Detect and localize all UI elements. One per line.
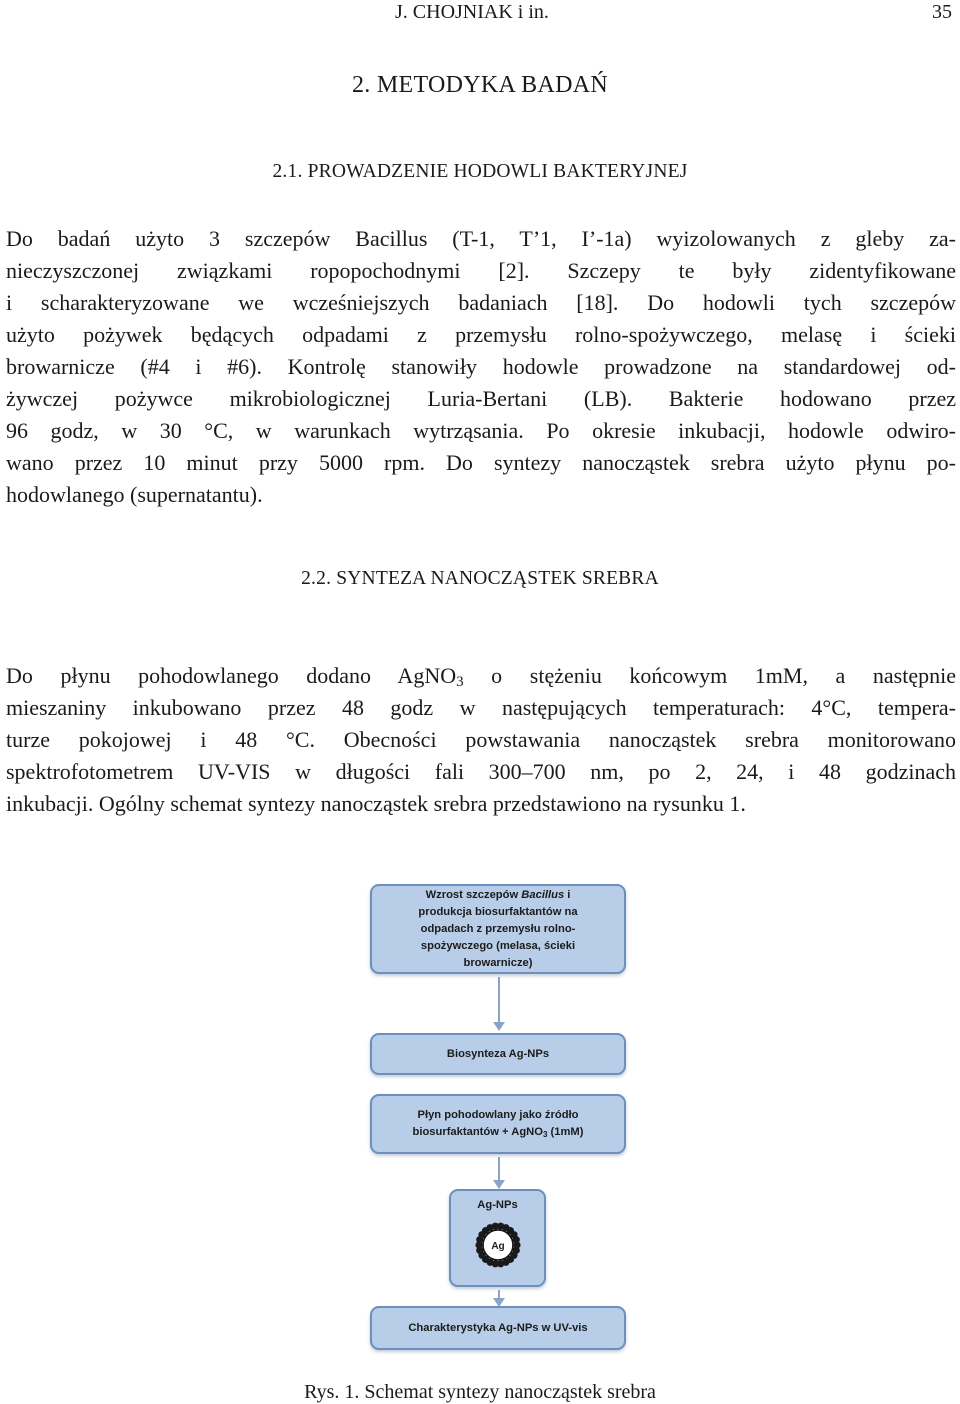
down-arrow-icon: [498, 1157, 500, 1181]
diagram-line: produkcja biosurfaktantów na: [418, 905, 578, 918]
diagram-step-characterization: [370, 1306, 626, 1350]
paragraph-line: użyto pożywek będących odpadami z przemysłu rolno-spożywczego, melasę i ścieki: [6, 322, 956, 347]
paragraph-line: browarnicze (#4 i #6). Kontrolę stanowiły hodowle prowadzone na standardowej od-: [6, 354, 956, 379]
diagram-step-biosynthesis: [370, 1033, 626, 1075]
paragraph-line: inkubacji. Ogólny schemat syntezy nanocząstek srebra przedstawiono na rysunku 1.: [6, 791, 746, 816]
diagram-step-supernatant: [370, 1094, 626, 1154]
subscript: 3: [542, 1130, 548, 1139]
paragraph-line: i scharakteryzowane we wcześniejszych badaniach [18]. Do hodowli tych szczepów: [6, 290, 956, 315]
page-number: 35: [932, 1, 952, 23]
diagram-line: odpadach z przemysłu rolno-: [420, 922, 576, 935]
paragraph-line: mieszaniny inkubowano przez 48 godz w następujących temperaturach: 4°C, tempera-: [6, 695, 956, 720]
diagram-step-nanoparticle: [449, 1189, 546, 1287]
running-header: [0, 0, 960, 30]
down-arrow-icon: [498, 977, 500, 1023]
diagram-line: Płyn pohodowlany jako źródło: [417, 1109, 579, 1121]
line-text: o stężeniu końcowym 1mM, a następnie: [463, 663, 956, 688]
paragraph-line: żywczej pożywce mikrobiologicznej Luria-Bertani (LB). Bakterie hodowano przez: [6, 386, 956, 411]
paragraph-line: turze pokojowej i 48 °C. Obecności powstawania nanocząstek srebra monitorowano: [6, 727, 956, 752]
nanoparticle-icon: [466, 1216, 530, 1274]
line-text: Do płynu pohodowlanego dodano AgNO: [6, 663, 457, 688]
paragraph-line: Do badań użyto 3 szczepów Bacillus (T-1, T’1, I’-1a) wyizolowanych z gleby za-: [6, 226, 956, 251]
diagram-line: Biosynteza Ag-NPs: [446, 1047, 550, 1060]
paragraph-line: spektrofotometrem UV-VIS w długości fali 300–700 nm, po 2, 24, i 48 godzinach: [6, 759, 956, 784]
diagram-line: [413, 1124, 584, 1141]
diagram-line: browarnicze): [463, 956, 533, 969]
figure-caption: Rys. 1. Schemat syntezy nanocząstek srebra: [304, 1381, 656, 1403]
down-arrow-icon: [498, 1290, 500, 1299]
diagram-line: [426, 887, 571, 904]
subsection-title-2-1: 2.1. PROWADZENIE HODOWLI BAKTERYJNEJ: [272, 161, 688, 182]
subscript: 3: [456, 674, 464, 690]
diagram-text-italic: Bacillus: [521, 888, 565, 901]
header-authors: J. CHOJNIAK i in.: [395, 1, 549, 23]
diagram-text: Wzrost szczepów: [425, 888, 522, 901]
diagram-line: Ag-NPs: [477, 1199, 518, 1211]
diagram-text: i: [564, 888, 571, 901]
section-title: 2. METODYKA BADAŃ: [352, 72, 608, 98]
nanoparticle-core-label: Ag: [490, 1241, 505, 1252]
diagram-line: spożywczego (melasa, ścieki: [420, 939, 576, 952]
paragraph-line: nieczyszczonej związkami ropopochodnymi [2]. Szczepy te były zidentyfikowane: [6, 258, 956, 283]
paragraph-line: 96 godz, w 30 °C, w warunkach wytrząsania. Po okresie inkubacji, hodowle odwiro-: [6, 418, 956, 443]
paragraph-line: wano przez 10 minut przy 5000 rpm. Do syntezy nanocząstek srebra użyto płynu po-: [6, 450, 956, 475]
diagram-line: Charakterystyka Ag-NPs w UV-vis: [408, 1321, 588, 1334]
paragraph-synthesis: [6, 660, 956, 820]
diagram-text: (1mM): [547, 1126, 584, 1138]
paragraph-line: hodowlanego (supernatantu).: [6, 482, 263, 507]
subsection-title-2-2: 2.2. SYNTEZA NANOCZĄSTEK SREBRA: [301, 568, 659, 589]
surfactant-bead: [512, 1236, 519, 1243]
paragraph-line: [6, 660, 956, 692]
diagram-step-growth: [370, 884, 626, 974]
diagram-text: biosurfaktantów + AgNO: [412, 1126, 543, 1138]
paragraph-cultivation: [6, 223, 956, 511]
